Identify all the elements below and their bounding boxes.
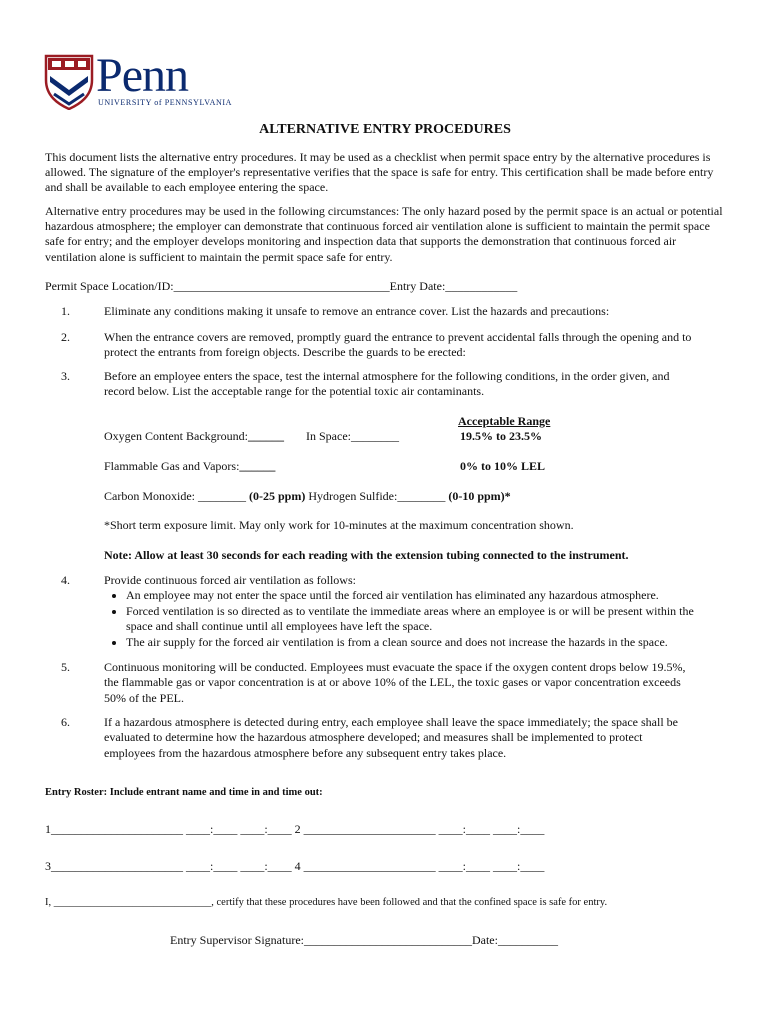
penn-shield-icon — [44, 54, 94, 110]
item-number: 1. — [61, 304, 70, 318]
ventilation-bullets — [104, 588, 694, 650]
exposure-footnote: *Short term exposure limit. May only work for 10-minutes at the maximum concentration shown. — [104, 518, 574, 532]
co-label: Carbon Monoxide: — [104, 489, 198, 503]
bullet-item: • Forced ventilation is so directed as to ventilate the immediate areas where an employee is or will be present within the space and shall continue until all employees have left the space. — [126, 604, 694, 635]
oxygen-label: Oxygen Content Background: — [104, 429, 248, 443]
permit-location-label: Permit Space Location/ID: — [45, 279, 174, 293]
item-number: 3. — [61, 369, 70, 383]
co-range: (0-25 ppm) — [246, 489, 306, 503]
item-number: 4. — [61, 573, 70, 587]
item-number: 6. — [61, 715, 70, 729]
flammable-field[interactable]: ______ — [239, 459, 276, 473]
entry-date-field[interactable]: ____________ — [445, 279, 518, 293]
acceptable-range-header: Acceptable Range — [458, 414, 551, 428]
flammable-row — [104, 459, 275, 474]
permit-line — [45, 279, 517, 294]
item-number: 5. — [61, 660, 70, 674]
co-h2s-row — [104, 489, 511, 504]
item-text: If a hazardous atmosphere is detected during entry, each employee shall leave the space immediately; the space shall be evaluated to determine how the hazardous atmosphere developed; and measures shall be implemented to protect employees from the hazardous atmosphere before any subsequent entry takes place. — [104, 715, 678, 760]
item-text: Before an employee enters the space, test the internal atmosphere for the following conditions, in the order given, and record below. List the acceptable range for the potential toxic air contaminants. — [104, 369, 670, 399]
oxygen-row — [104, 429, 284, 444]
penn-logo — [44, 49, 244, 112]
intro-paragraph: This document lists the alternative entry procedures. It may be used as a checklist when permit space entry by the alternative procedures is allowed. The signature of the employer's representative verifies that the space is safe for entry. This certification shall be made before entry and shall be available to each employee entering the space. — [45, 150, 714, 195]
logo-wordmark: Penn — [96, 49, 188, 102]
in-space-row — [306, 429, 399, 444]
item-number: 2. — [61, 330, 70, 344]
h2s-label: Hydrogen Sulfide: — [305, 489, 398, 503]
in-space-field[interactable]: ________ — [350, 429, 399, 443]
certification-statement[interactable]: I, ______________________________, certify that these procedures have been followed and that the confined space is safe for entry. — [45, 897, 608, 908]
item-text: When the entrance covers are removed, promptly guard the entrance to prevent accidental falls through the opening and to protect the entrants from foreign objects. Describe the guards to be erected: — [104, 330, 692, 360]
roster-line-1-2[interactable]: 1______________________ ____:____ ____:____ 2 ______________________ ____:____ ____:____ — [45, 822, 545, 836]
in-space-label: In Space: — [306, 429, 351, 443]
ventilation-intro: Provide continuous forced air ventilation as follows: — [104, 573, 356, 587]
reading-note: Note: Allow at least 30 seconds for each reading with the extension tubing connected to the instrument. — [104, 548, 629, 562]
flammable-range: 0% to 10% LEL — [460, 459, 546, 473]
entry-date-label: Entry Date: — [389, 279, 446, 293]
supervisor-signature-line[interactable]: Entry Supervisor Signature:____________________________Date:__________ — [170, 933, 558, 947]
roster-line-3-4[interactable]: 3______________________ ____:____ ____:____ 4 ______________________ ____:____ ____:____ — [45, 859, 545, 873]
h2s-field[interactable]: ________ — [397, 489, 446, 503]
entry-roster-heading: Entry Roster: Include entrant name and time in and time out: — [45, 787, 323, 798]
logo-subtitle: UNIVERSITY of PENNSYLVANIA — [98, 98, 232, 107]
flammable-label: Flammable Gas and Vapors: — [104, 459, 240, 473]
document-title: ALTERNATIVE ENTRY PROCEDURES — [259, 122, 511, 137]
oxygen-range: 19.5% to 23.5% — [460, 429, 542, 443]
circumstances-paragraph: Alternative entry procedures may be used in the following circumstances: The only hazard posed by the permit space is an actual or potential hazardous atmosphere; the employer can demonstrate that continuous forced air ventilation alone is sufficient to maintain the permit space safe for entry; and the employer develops monitoring and inspection data that supports the demonstration that continuous forced air ventilation alone is sufficient to maintain the permit space safe for entry. — [45, 204, 723, 264]
oxygen-background-field[interactable]: ______ — [247, 429, 284, 443]
co-field[interactable]: ________ — [198, 489, 246, 503]
bullet-item: • The air supply for the forced air ventilation is from a clean source and does not increase the hazards in the space. — [126, 635, 694, 650]
h2s-range: (0-10 ppm)* — [445, 489, 511, 503]
item-text: Continuous monitoring will be conducted. Employees must evacuate the space if the oxygen content drops below 19.5%, the flammable gas or vapor concentration is at or above 10% of the LEL, the toxic gases or vapor concentration exceeds 50% of the PEL. — [104, 660, 686, 705]
item-text: Eliminate any conditions making it unsafe to remove an entrance cover. List the hazards and precautions: — [104, 304, 610, 318]
item-text — [104, 573, 694, 650]
bullet-item: • An employee may not enter the space until the forced air ventilation has eliminated any hazardous atmosphere. — [126, 588, 694, 603]
permit-location-field[interactable]: ____________________________________ — [173, 279, 390, 293]
